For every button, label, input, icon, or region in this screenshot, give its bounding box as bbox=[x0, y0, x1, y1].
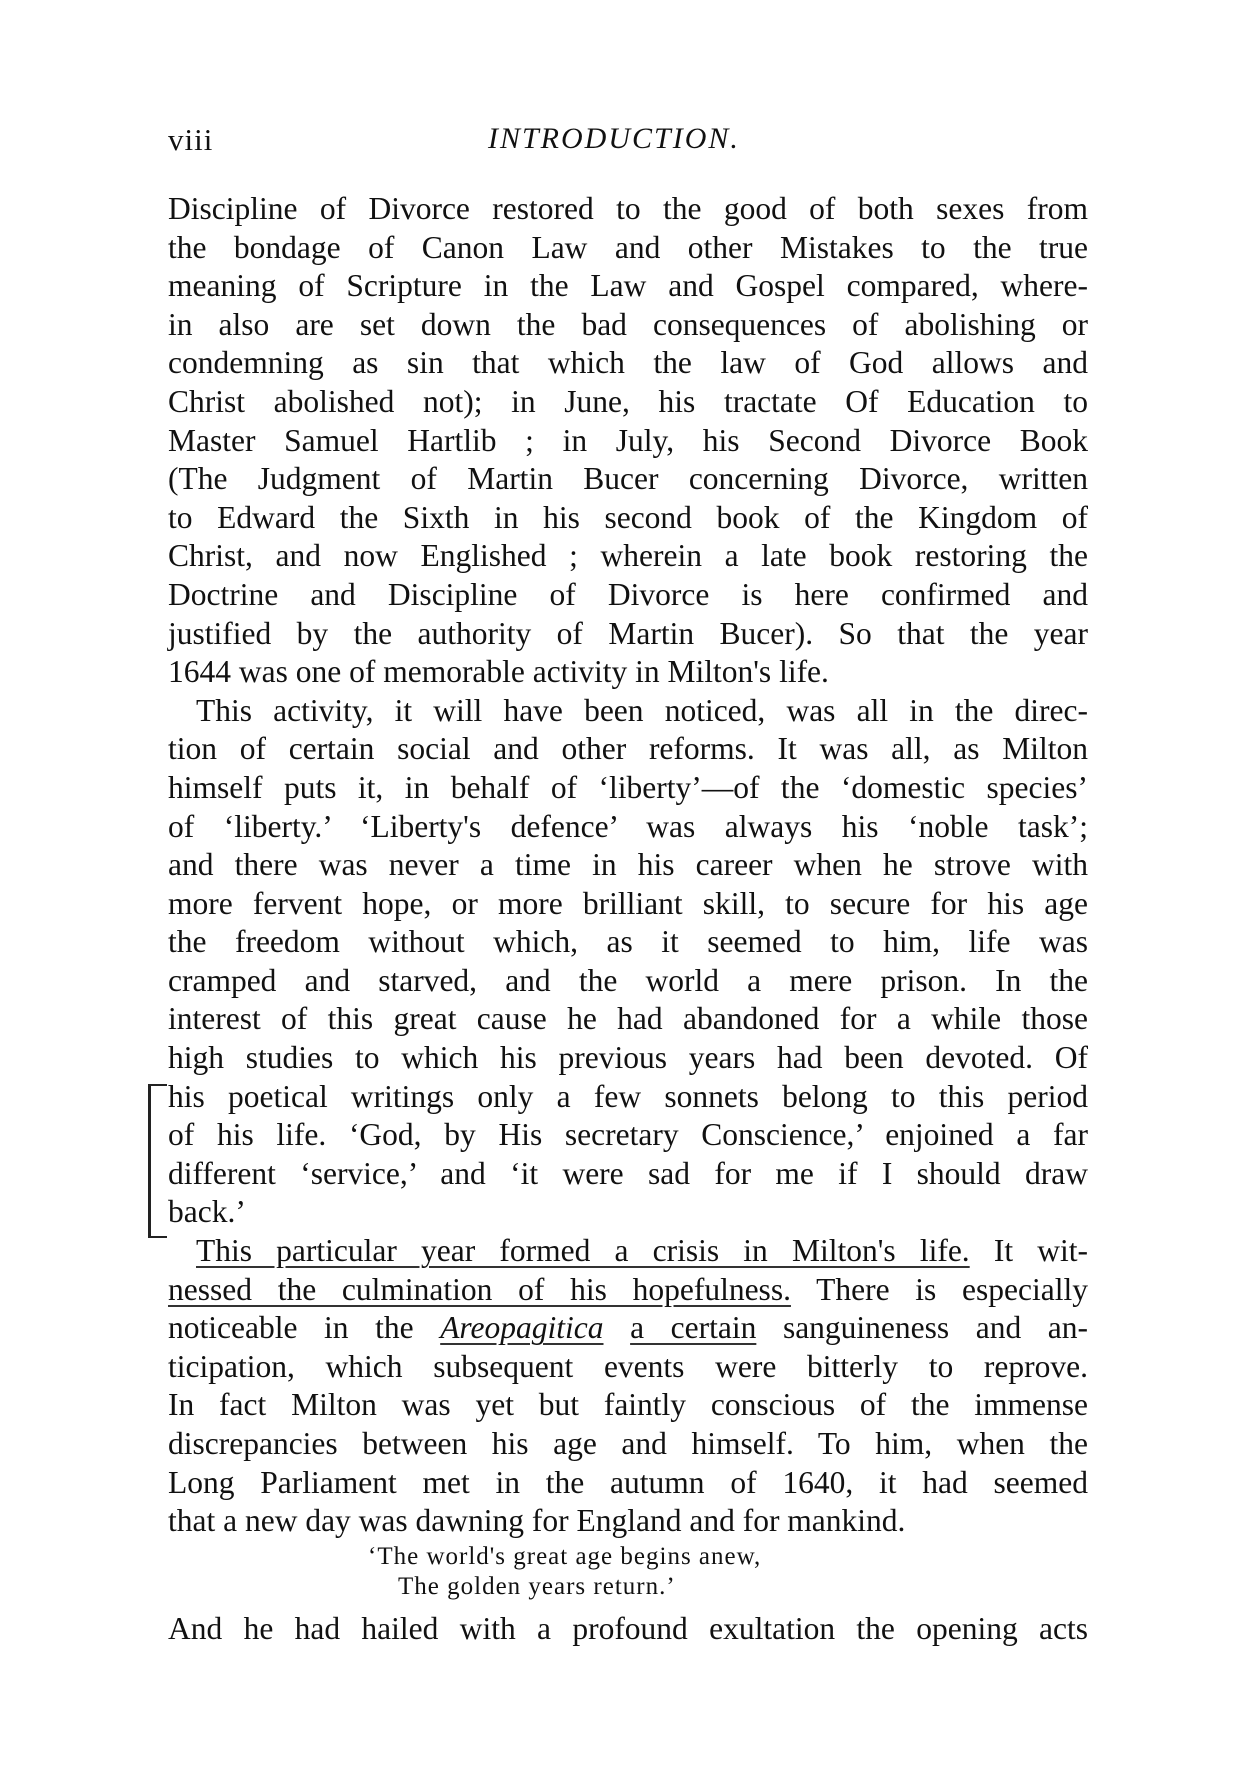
text-line: In fact Milton was yet but faintly conscious of the immense bbox=[168, 1387, 1088, 1423]
text-fragment: It wit- bbox=[993, 1233, 1089, 1269]
text-line: different ‘service,’ and ‘it were sad for me if I should draw bbox=[168, 1155, 1088, 1191]
text-line bbox=[168, 1232, 1088, 1271]
text-line: (The Judgment of Martin Bucer concerning Divorce, written bbox=[168, 461, 1088, 497]
text-line: that a new day was dawning for England and for mankind. bbox=[168, 1503, 906, 1539]
text-line: to Edward the Sixth in his second book of the Kingdom of bbox=[168, 499, 1088, 535]
margin-bracket-mark bbox=[148, 1084, 167, 1238]
text-line: interest of this great cause he had abandoned for a while those bbox=[168, 1001, 1088, 1037]
text-line: justified by the authority of Martin Bucer). So that the year bbox=[168, 615, 1088, 651]
text-line: discrepancies between his age and himself. To him, when the bbox=[168, 1426, 1088, 1461]
text-line: the freedom without which, as it seemed to him, life was bbox=[168, 924, 1088, 960]
text-fragment: sanguineness and an- bbox=[782, 1310, 1089, 1346]
text-line: This activity, it will have been noticed, was all in the direc- bbox=[196, 692, 1088, 728]
text-line: condemning as sin that which the law of God allows and bbox=[168, 345, 1088, 381]
underlined-phrase: nessed the culmination of his hopefulness. bbox=[168, 1271, 791, 1307]
text-line: more fervent hope, or more brilliant skill, to secure for his age bbox=[168, 885, 1088, 921]
paragraph-2 bbox=[168, 692, 1088, 1232]
text-fragment: noticeable in the bbox=[168, 1310, 414, 1346]
page-header bbox=[0, 122, 1259, 170]
page-number: viii bbox=[168, 122, 214, 157]
verse-quotation bbox=[368, 1542, 928, 1602]
text-line bbox=[168, 1271, 1088, 1310]
underlined-phrase: This particular year formed a crisis in Milton's life. bbox=[196, 1233, 970, 1269]
closing-text bbox=[168, 1610, 1088, 1649]
book-title: Areopagitica bbox=[440, 1310, 604, 1346]
text-line: himself puts it, in behalf of ‘liberty’—of the ‘domestic species’ bbox=[168, 769, 1088, 805]
text-line: And he had hailed with a profound exultation the opening acts bbox=[168, 1611, 1088, 1646]
text-line: the bondage of Canon Law and other Mistakes to the true bbox=[168, 229, 1088, 265]
text-line: of ‘liberty.’ ‘Liberty's defence’ was always his ‘noble task’; bbox=[168, 808, 1088, 844]
text-fragment: There is especially bbox=[816, 1271, 1088, 1307]
text-line: meaning of Scripture in the Law and Gospel compared, where- bbox=[168, 268, 1088, 304]
main-text bbox=[168, 190, 1088, 1541]
text-line: Christ, and now Englished ; wherein a late book restoring the bbox=[168, 538, 1088, 574]
verse-line: The golden years return.’ bbox=[398, 1573, 676, 1600]
text-line: Doctrine and Discipline of Divorce is here confirmed and bbox=[168, 576, 1088, 612]
paragraph-1 bbox=[168, 190, 1088, 692]
paragraph-3 bbox=[168, 1232, 1088, 1541]
verse-line: ‘The world's great age begins anew, bbox=[368, 1543, 762, 1570]
text-line: tion of certain social and other reforms. It was all, as Milton bbox=[168, 731, 1088, 767]
text-line: Christ abolished not); in June, his tractate Of Education to bbox=[168, 383, 1088, 419]
text-line: Long Parliament met in the autumn of 1640, it had seemed bbox=[168, 1464, 1088, 1500]
text-line: Discipline of Divorce restored to the good of both sexes from bbox=[168, 191, 1088, 226]
text-line: ticipation, which subsequent events were bitterly to reprove. bbox=[168, 1348, 1088, 1384]
text-line: his poetical writings only a few sonnets belong to this period bbox=[168, 1078, 1088, 1114]
text-line: of his life. ‘God, by His secretary Conscience,’ enjoined a far bbox=[168, 1117, 1088, 1153]
text-line: in also are set down the bad consequences of abolishing or bbox=[168, 306, 1088, 342]
text-line: and there was never a time in his career when he strove with bbox=[168, 847, 1088, 883]
text-line: high studies to which his previous years had been devoted. Of bbox=[168, 1040, 1088, 1076]
running-title: INTRODUCTION. bbox=[488, 122, 740, 155]
underlined-phrase: a certain bbox=[630, 1310, 757, 1346]
text-line bbox=[168, 1309, 1088, 1348]
text-line: Master Samuel Hartlib ; in July, his Second Divorce Book bbox=[168, 422, 1088, 458]
text-line: 1644 was one of memorable activity in Milton's life. bbox=[168, 654, 829, 690]
text-line: back.’ bbox=[168, 1194, 246, 1230]
text-line: cramped and starved, and the world a mere prison. In the bbox=[168, 962, 1088, 998]
